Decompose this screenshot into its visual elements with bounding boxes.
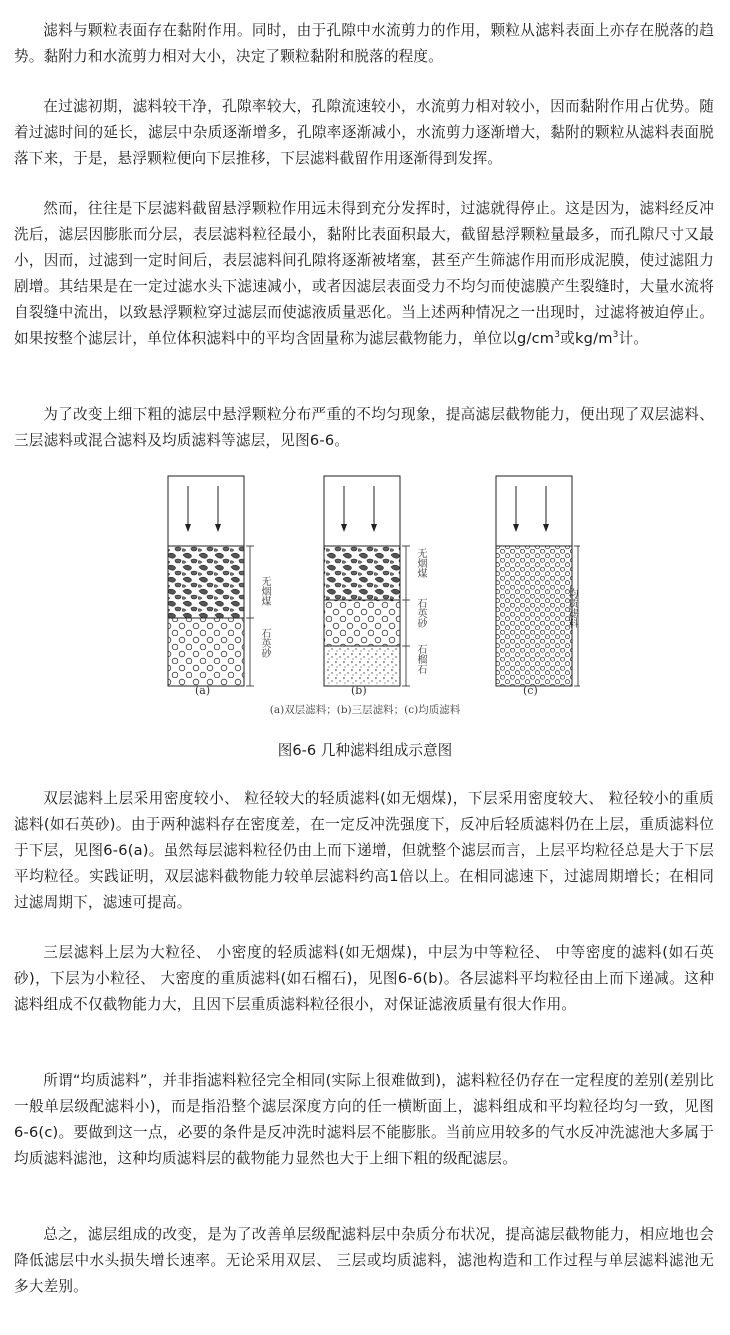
figure-sub-caption: (a)双层滤料；(b)三层滤料；(c)均质滤料 — [269, 704, 461, 716]
label-c-uniform-media: 均质滤料 — [566, 588, 577, 628]
paragraph-4: 为了改变上细下粗的滤层中悬浮颗粒分布严重的不均匀现象，提高滤层截物能力，便出现了双层滤料、 三层滤料或混合滤料及均质滤料等滤层，见图6-6。 — [14, 406, 714, 449]
paragraph-5: 双层滤料上层采用密度较小、 粒径较大的轻质滤料(如无烟煤)，下层采用密度较大、 粒径较小的重质滤料(如石英砂)。由于两种滤料存在密度差，在一定反冲洗强度下，反冲后轻质滤料仍在上层，重质滤料位于下层，见图6-6(a)。虽然每层滤料粒径仍由上而下递增，但就整个滤层而言，上层平均粒径总是大于下层平均粒径。实践证明，双层滤料截物能力较单层滤料约高1倍以上。在相同滤速下，过滤周期增长；在相同过滤周期下，滤速可提高。 — [14, 790, 714, 911]
unit-kg-m3: $kg/m^3$ — [574, 330, 619, 347]
paragraph-3 — [14, 196, 714, 352]
unit-or: 或 — [560, 330, 575, 347]
label-b-garnet: 石榴石 — [415, 644, 426, 674]
panel-b-diagram — [324, 476, 410, 686]
panel-c-label: (c) — [523, 684, 538, 697]
label-a-quartz-sand: 石英砂 — [259, 628, 270, 658]
label-b-anthracite: 无烟煤 — [415, 548, 426, 578]
paragraph-3-text: 然而，往往是下层滤料截留悬浮颗粒作用远未得到充分发挥时，过滤就得停止。这是因为，滤料经反冲洗后，滤层因膨胀而分层，表层滤料粒径最小，黏附比表面积最大，截留悬浮颗粒量最多，而孔隙尺寸又最小，因而，过滤到一定时间后，表层滤料间孔隙将逐渐被堵塞，甚至产生筛滤作用而形成泥膜，使过滤阻力剧增。其结果是在一定过滤水头下滤速减小，或者因滤层表面受力不均匀而使滤膜产生裂缝时，大量水流将自裂缝中流出，以致悬浮颗粒穿过滤层而使滤液质量恶化。当上述两种情况之一出现时，过滤将被迫停止。如果按整个滤层计，单位体积滤料中的平均含固量称为滤层截物能力，单位以 — [14, 200, 714, 347]
unit-end: 计。 — [618, 330, 649, 347]
label-a-anthracite: 无烟煤 — [259, 576, 270, 606]
paragraph-2: 在过滤初期，滤料较干净，孔隙率较大，孔隙流速较小，水流剪力相对较小，因而黏附作用占优势。随着过滤时间的延长，滤层中杂质逐渐增多，孔隙率逐渐减小，水流剪力逐渐增大，黏附的颗粒从滤料表面脱落下来，于是，悬浮颗粒便向下层推移，下层滤料截留作用逐渐得到发挥。 — [14, 98, 714, 167]
paragraph-7: 所谓“均质滤料”，并非指滤料粒径完全相同(实际上很难做到)，滤料粒径仍存在一定程度的差别(差别比一般单层级配滤料小)，而是指沿整个滤层深度方向的任一横断面上，滤料组成和平均粒径均匀一致，见图6-6(c)。要做到这一点，必要的条件是反冲洗时滤料层不能膨胀。当前应用较多的气水反冲洗滤池大多属于均质滤料滤池，这种均质滤料层的截物能力显然也大于上细下粗的级配滤层。 — [14, 1072, 714, 1167]
unit-g-cm3: $g/cm^3$ — [517, 330, 561, 347]
panel-a-diagram — [168, 476, 254, 686]
paragraph-8: 总之，滤层组成的改变，是为了改善单层级配滤料层中杂质分布状况，提高滤层截物能力，相应地也会降低滤层中水头损失增长速率。无论采用双层、 三层或均质滤料，滤池构造和工作过程与单层滤料滤池无多大差别。 — [14, 1226, 714, 1295]
label-b-quartz-sand: 石英砂 — [415, 598, 426, 628]
panel-c-diagram — [496, 476, 580, 686]
paragraph-1: 滤料与颗粒表面存在黏附作用。同时，由于孔隙中水流剪力的作用，颗粒从滤料表面上亦存在脱落的趋势。黏附力和水流剪力相对大小，决定了颗粒黏附和脱落的程度。 — [14, 22, 714, 65]
panel-a-label: (a) — [195, 684, 211, 697]
figure-caption: 图6-6 几种滤料组成示意图 — [277, 742, 453, 759]
panel-b-label: (b) — [351, 684, 367, 697]
paragraph-6: 三层滤料上层为大粒径、 小密度的轻质滤料(如无烟煤)，中层为中等粒径、 中等密度的滤料(如石英砂)，下层为小粒径、 大密度的重质滤料(如石榴石)，见图6-6(b)。各层滤料平均粒径由上而下递减。这种滤料组成不仅截物能力大，且因下层重质滤料粒径很小，对保证滤液质量有很大作用。 — [14, 944, 714, 1013]
